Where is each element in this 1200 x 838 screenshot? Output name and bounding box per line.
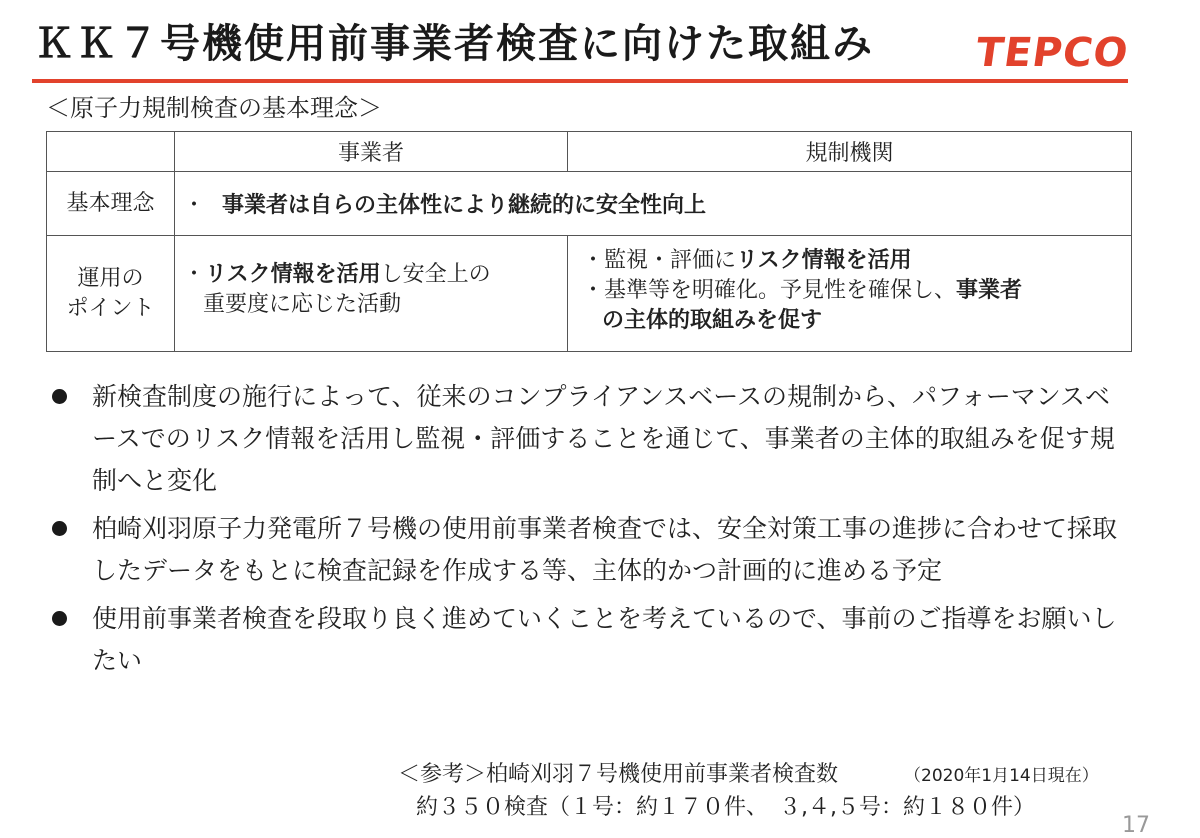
basic-principle-cell: [175, 172, 1132, 236]
table-row-basic-principle: [47, 172, 1132, 236]
title-divider: [32, 79, 1128, 83]
basic-principle-text: 事業者は自らの主体性により継続的に安全性向上: [222, 193, 707, 218]
table-caption: ＜原子力規制検査の基本理念＞: [46, 94, 382, 122]
operator-points-cell: [175, 236, 568, 352]
operator-bullet: ・: [183, 262, 206, 287]
table-header-row: [47, 132, 1132, 172]
bullet-text: 使用前事業者検査を段取り良く進めていくことを考えているので、事前のご指導をお願いしたい: [92, 604, 1117, 675]
basic-principle-bullet: ・: [183, 193, 206, 218]
row-label-operation-points: [47, 236, 175, 352]
table-row-operation-points: [47, 236, 1132, 352]
reference-heading: ＜参考＞柏崎刈羽７号機使用前事業者検査数: [398, 762, 839, 787]
reference-date: （2020年1月14日現在）: [904, 766, 1099, 786]
operator-bold-text: リスク情報を活用: [205, 262, 381, 287]
reference-count: 約３５０検査（１号：約１７０件、 ３,４,５号：約１８０件）: [416, 795, 1035, 820]
regulator-line1-bold: リスク情報を活用: [736, 248, 912, 273]
principles-table: [46, 131, 1132, 352]
list-item: [52, 376, 1132, 502]
regulator-points-cell: [568, 236, 1132, 352]
regulator-line2-bold: 事業者: [956, 278, 1023, 303]
operator-points-line1: [183, 260, 559, 290]
bullet-dot-icon: [52, 389, 67, 404]
row-label-line1: 運用の: [77, 265, 144, 291]
regulator-line2: [582, 276, 1129, 306]
header-cell-regulator: 規制機関: [568, 132, 1132, 172]
list-item: [52, 598, 1132, 682]
bullet-list: [52, 376, 1132, 688]
bullet-text: 柏崎刈羽原子力発電所７号機の使用前事業者検査では、安全対策工事の進捗に合わせて採取したデータをもとに検査記録を作成する等、主体的かつ計画的に進める予定: [92, 514, 1118, 585]
operator-points-line2: 重要度に応じた活動: [203, 292, 402, 317]
bullet-text: 新検査制度の施行によって、従来のコンプライアンスベースの規制から、パフォーマンスベースでのリスク情報を活用し監視・評価することを通じて、事業者の主体的取組みを促す規制へと変化: [92, 382, 1115, 495]
header-cell-operator: 事業者: [175, 132, 568, 172]
list-item: [52, 508, 1132, 592]
header-cell-empty: [47, 132, 175, 172]
operator-text: し安全上の: [380, 262, 491, 287]
bullet-dot-icon: [52, 521, 67, 536]
row-label-line2: ポイント: [66, 295, 155, 321]
tepco-logo: TEPCO: [972, 30, 1132, 76]
regulator-line1: [582, 246, 1129, 276]
row-label-basic-principle: 基本理念: [47, 172, 175, 236]
regulator-line1-text: ・監視・評価に: [582, 248, 737, 273]
page-title: ＫＫ７号機使用前事業者検査に向けた取組み: [34, 21, 874, 67]
bullet-dot-icon: [52, 611, 67, 626]
regulator-line3: の主体的取組みを促す: [602, 308, 823, 333]
regulator-line2-text: ・基準等を明確化。予見性を確保し、: [582, 278, 957, 303]
page-number: 17: [1122, 813, 1150, 838]
